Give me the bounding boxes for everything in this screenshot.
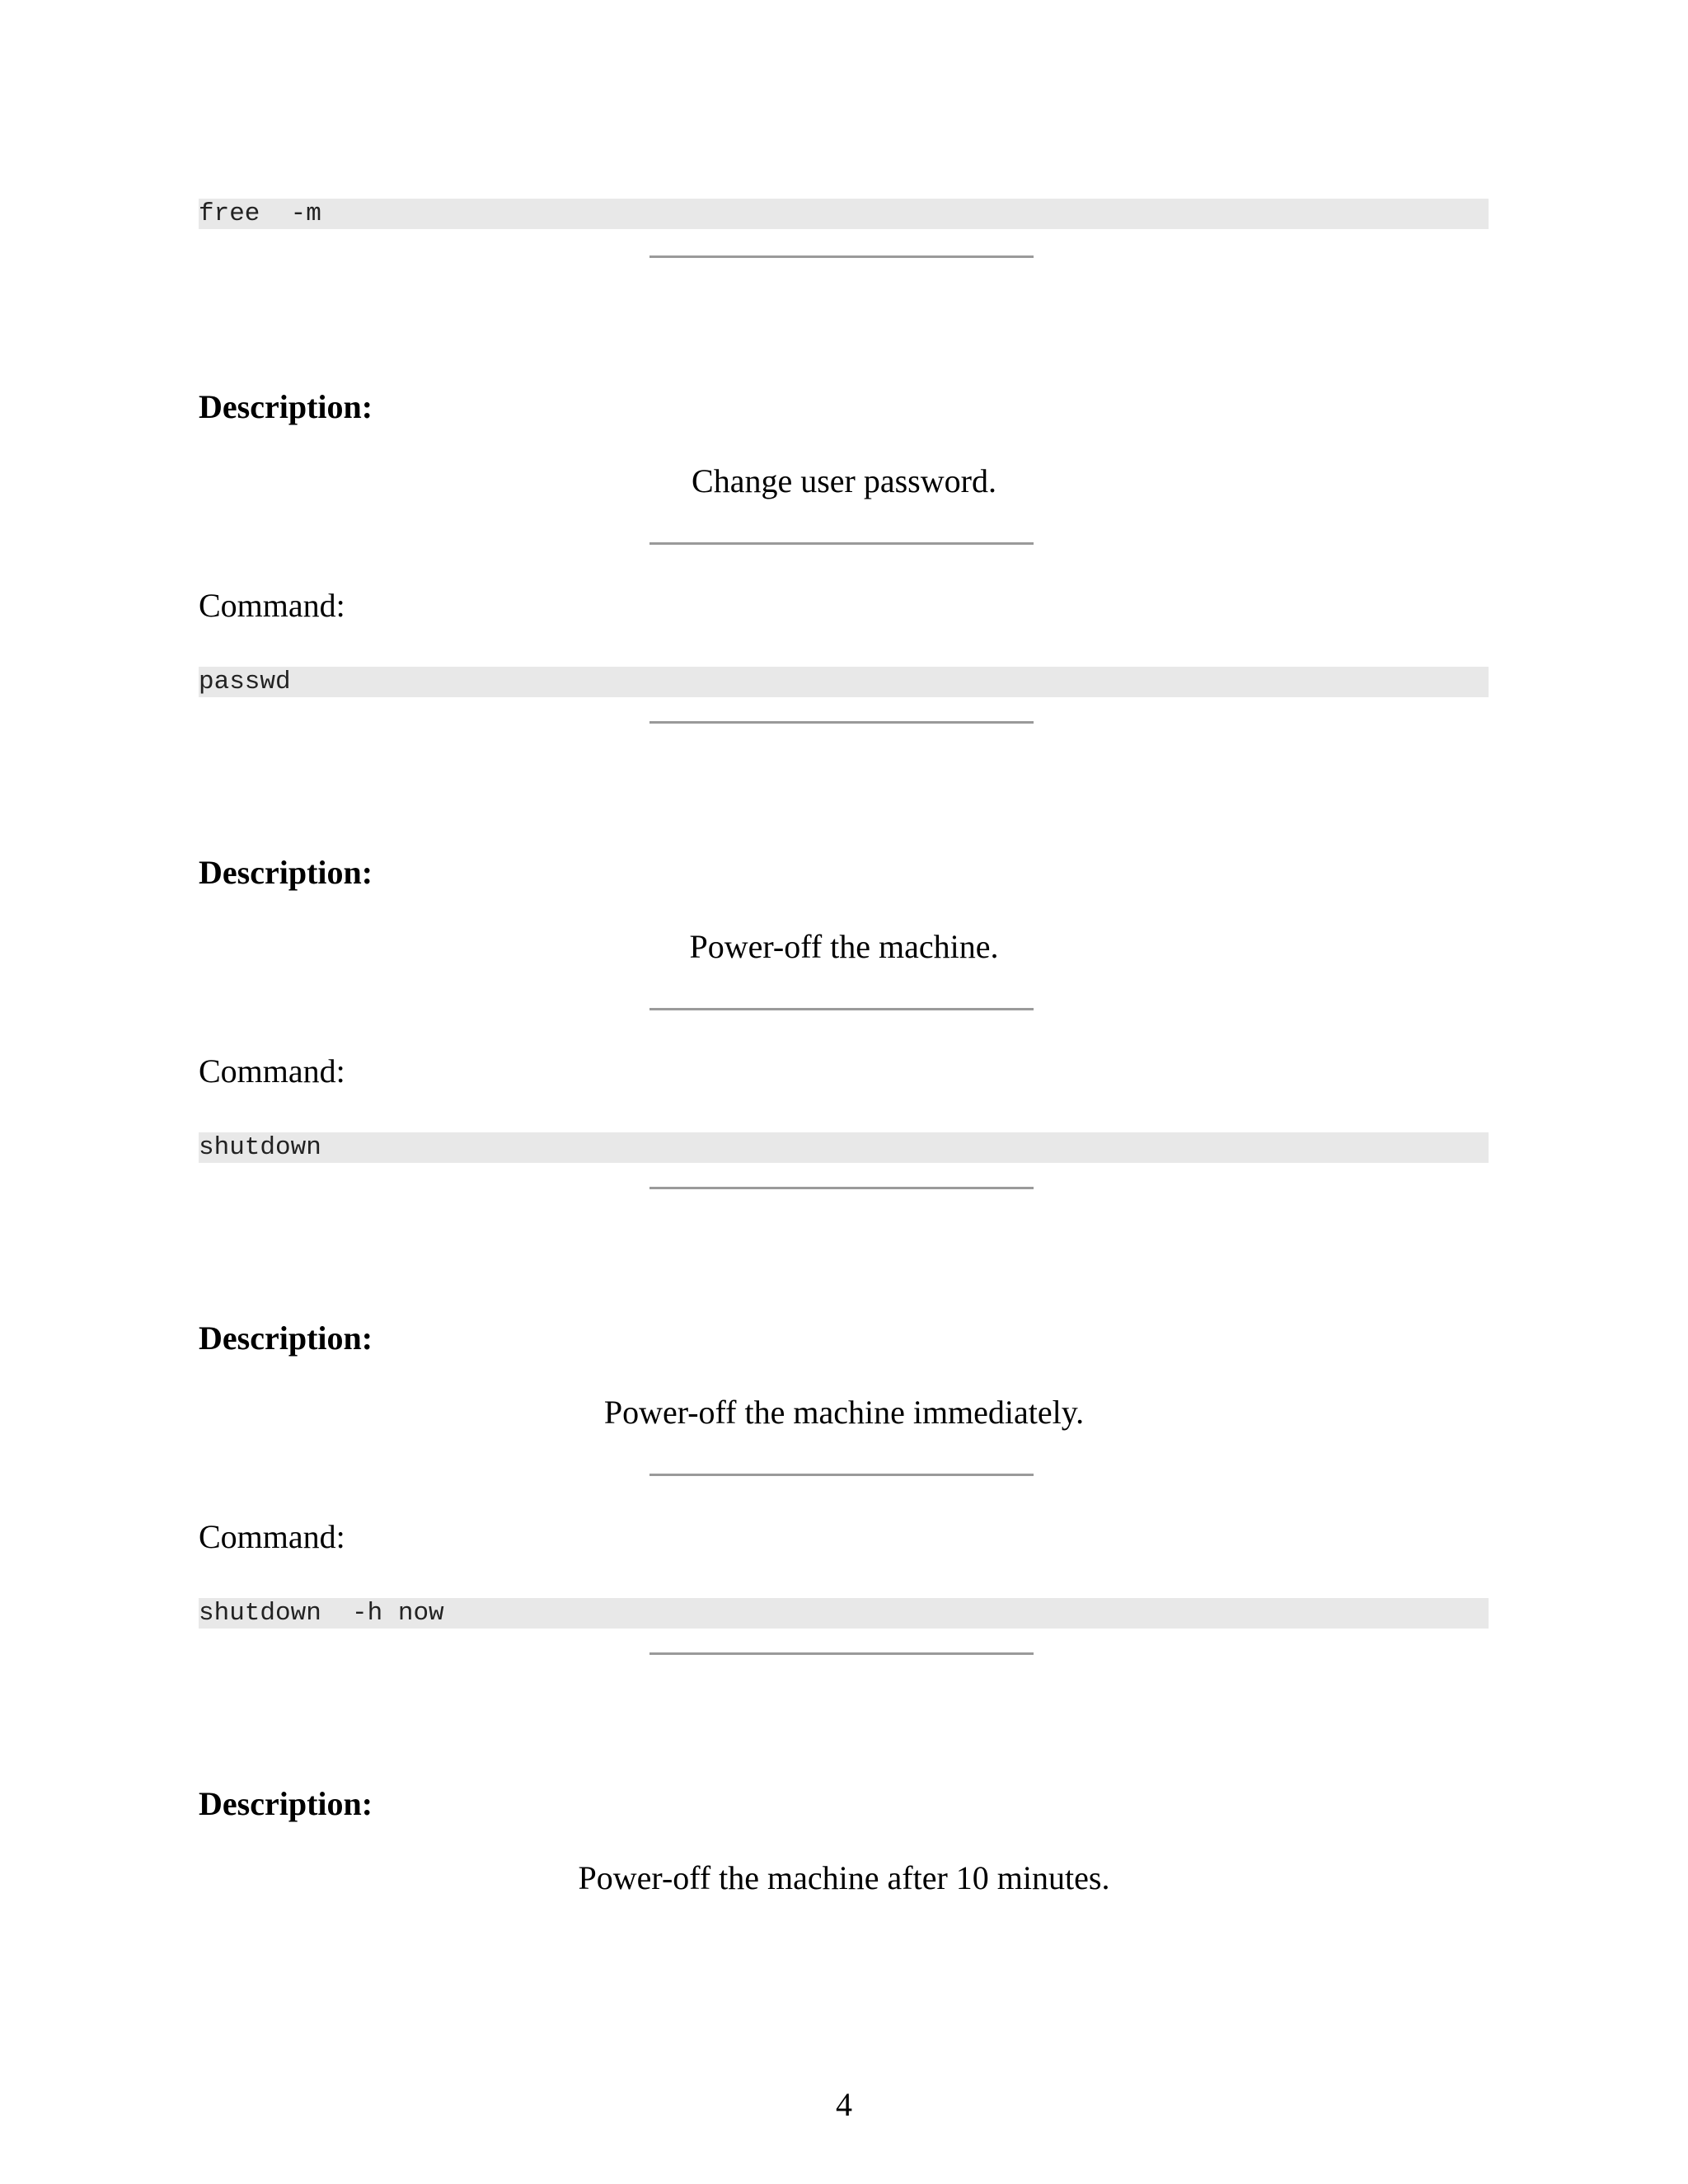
- separator-rule: [649, 1652, 1034, 1655]
- separator-rule: [649, 255, 1034, 258]
- command-code: shutdown: [199, 1132, 1489, 1163]
- command-label: Command:: [199, 1052, 345, 1090]
- page-number: 4: [836, 2086, 852, 2123]
- command-label: Command:: [199, 1518, 345, 1555]
- command-code: shutdown -h now: [199, 1598, 1489, 1629]
- description-label: Description:: [199, 388, 373, 425]
- description-label: Description:: [199, 1785, 373, 1822]
- description-label: Description:: [199, 854, 373, 891]
- description-text: Power-off the machine immediately.: [603, 1394, 1085, 1431]
- command-code: free -m: [199, 199, 1489, 229]
- description-text: Power-off the machine.: [689, 928, 999, 965]
- separator-rule: [649, 1187, 1034, 1189]
- description-text: Power-off the machine after 10 minutes.: [578, 1859, 1110, 1896]
- separator-rule: [649, 721, 1034, 724]
- separator-rule: [649, 1008, 1034, 1010]
- description-text: Change user password.: [692, 462, 996, 499]
- command-code: passwd: [199, 667, 1489, 697]
- description-label: Description:: [199, 1319, 373, 1357]
- command-label: Command:: [199, 587, 345, 624]
- separator-rule: [649, 1474, 1034, 1476]
- separator-rule: [649, 542, 1034, 545]
